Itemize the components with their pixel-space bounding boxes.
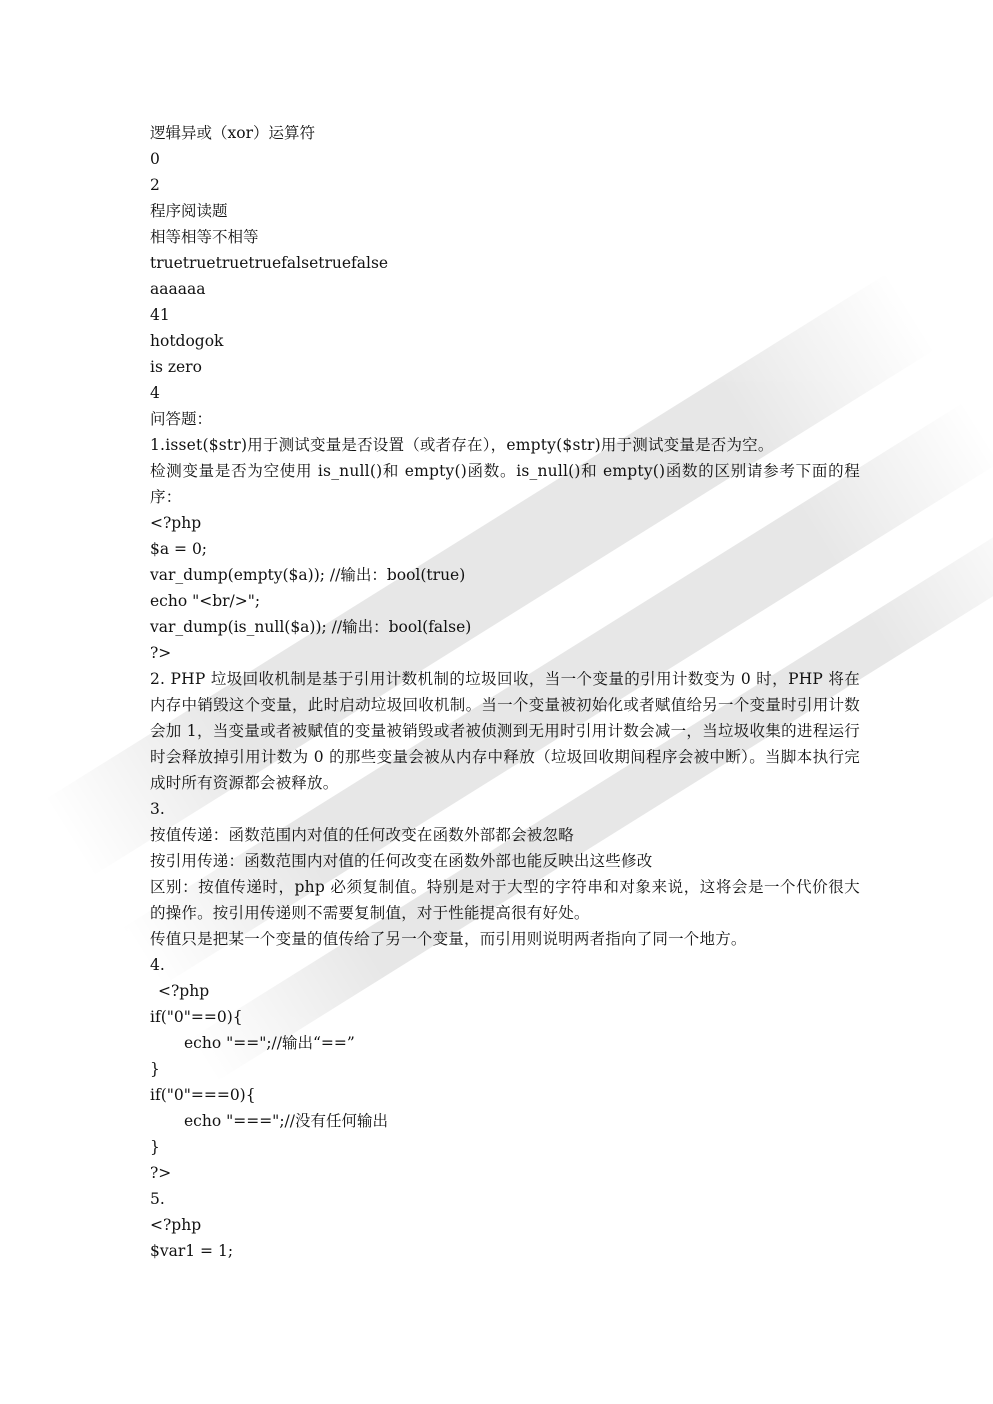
code-line: var_dump(empty($a)); //输出：bool(true): [150, 566, 466, 584]
code-line: if("0"===0){: [150, 1086, 256, 1104]
answer-paragraph: 按值传递：函数范围内对值的任何改变在函数外部都会被忽略: [150, 826, 574, 844]
answer-paragraph: 2. PHP 垃圾回收机制是基于引用计数机制的垃圾回收，当一个变量的引用计数变为 0 时，PHP 将在内存中销毁这个变量，此时启动垃圾回收机制。当一个变量被初始化或者赋值给另一个变量时引用计数会加 1，当变量或者被赋值的变量被销毁或者被侦测到无用时引用计数会减一，当垃圾收集的进程运行时会释放掉引用计数为 0 的那些变量会被从内存中释放（垃圾回收期间程序会被中断）。当脚本执行完成时所有资源都会被释放。: [150, 670, 860, 792]
code-line: echo "<br/>";: [150, 592, 261, 610]
text-line: 5.: [150, 1190, 165, 1208]
code-line: var_dump(is_null($a)); //输出：bool(false): [150, 618, 472, 636]
text-line: truetruetruetruefalsetruefalse: [150, 254, 389, 272]
page-content: [150, 120, 860, 1264]
text-line: 41: [150, 306, 170, 324]
text-line: hotdogok: [150, 332, 224, 350]
text-line: 相等相等不相等: [150, 228, 259, 246]
answer-paragraph: 1.isset($str)用于测试变量是否设置（或者存在），empty($str)用于测试变量是否为空。: [150, 436, 774, 454]
code-line: ?>: [150, 644, 172, 662]
text-line: 逻辑异或（xor）运算符: [150, 124, 315, 142]
text-line: 4: [150, 384, 160, 402]
answer-paragraph: 按引用传递：函数范围内对值的任何改变在函数外部也能反映出这些修改: [150, 852, 653, 870]
code-line: <?php: [158, 982, 210, 1000]
code-line: <?php: [150, 514, 202, 532]
answer-paragraph: 区别：按值传递时，php 必须复制值。特别是对于大型的字符串和对象来说，这将会是一个代价很大的操作。按引用传递则不需要复制值，对于性能提高很有好处。: [150, 878, 860, 922]
text-line: 2: [150, 176, 160, 194]
code-line: echo "==";//输出“==”: [184, 1034, 355, 1052]
code-line: if("0"==0){: [150, 1008, 243, 1026]
text-line: is zero: [150, 358, 202, 376]
code-line: $a = 0;: [150, 540, 208, 558]
section-heading: 问答题：: [150, 410, 213, 428]
code-line: ?>: [150, 1164, 172, 1182]
answer-paragraph: 传值只是把某一个变量的值传给了另一个变量，而引用则说明两者指向了同一个地方。: [150, 930, 747, 948]
code-line: <?php: [150, 1216, 202, 1234]
section-heading: 程序阅读题: [150, 202, 228, 220]
code-line: }: [150, 1138, 160, 1156]
code-line: }: [150, 1060, 160, 1078]
text-line: aaaaaa: [150, 280, 206, 298]
answer-paragraph: 检测变量是否为空使用 is_null()和 empty()函数。is_null()和 empty()函数的区别请参考下面的程序：: [150, 462, 860, 506]
code-line: echo "===";//没有任何输出: [184, 1112, 388, 1130]
text-line: 3.: [150, 800, 165, 818]
text-line: 4.: [150, 956, 165, 974]
code-line: $var1 = 1;: [150, 1242, 234, 1260]
text-line: 0: [150, 150, 160, 168]
